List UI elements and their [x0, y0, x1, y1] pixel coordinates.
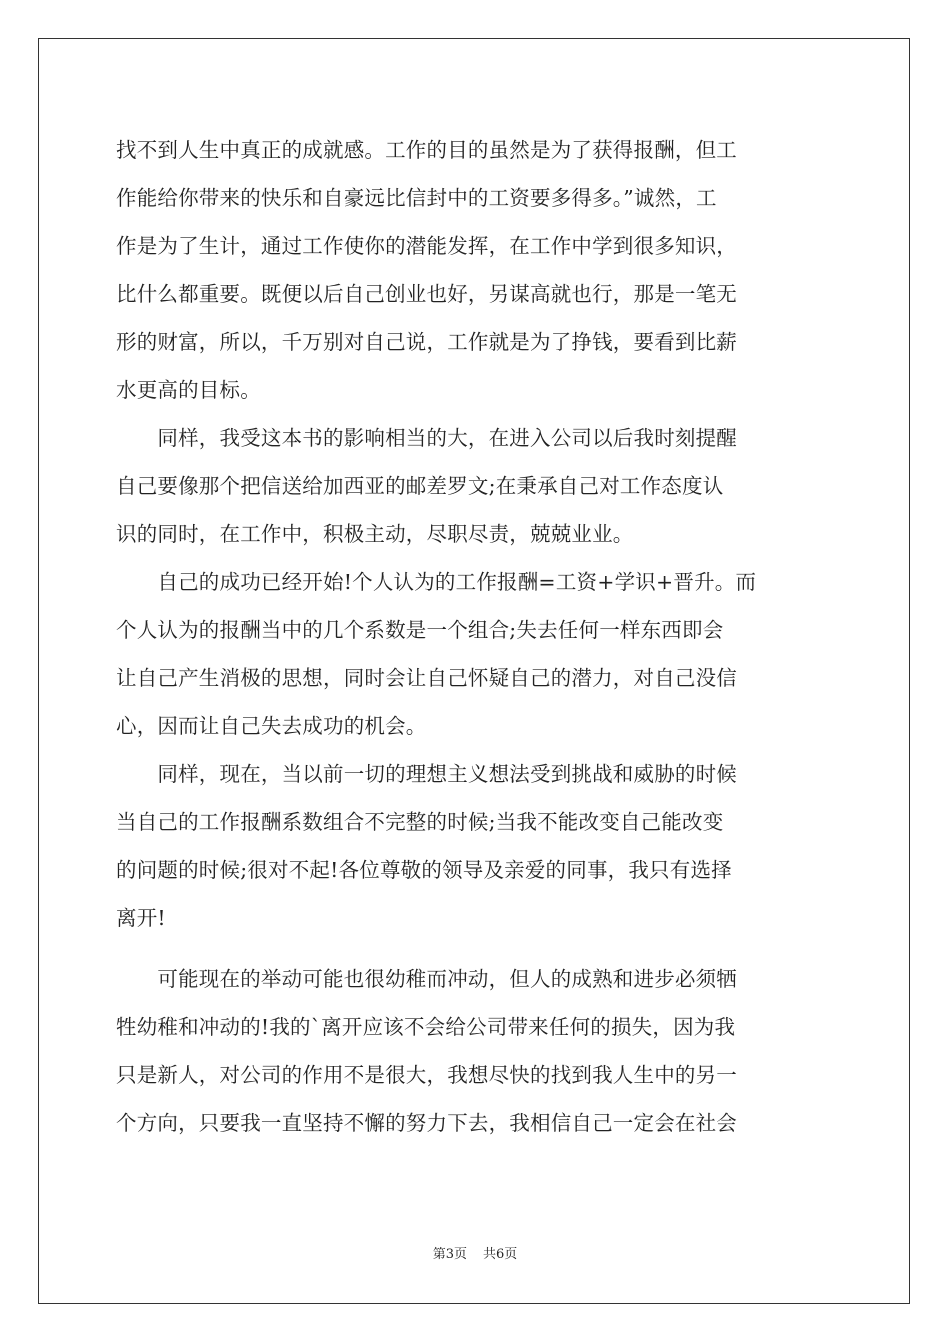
text-line: 同样，现在，当以前一切的理想主义想法受到挑战和威胁的时候	[116, 762, 737, 786]
text-line: 同样，我受这本书的影响相当的大，在进入公司以后我时刻提醒	[116, 426, 737, 450]
text-line: 牲幼稚和冲动的!我的`离开应该不会给公司带来任何的损失，因为我	[116, 1015, 736, 1039]
text-line: 比什么都重要。既便以后自己创业也好，另谋高就也行，那是一笔无	[116, 282, 737, 306]
text-line: 离开!	[116, 906, 166, 930]
paragraph-spacer	[116, 942, 834, 955]
text-line: 找不到人生中真正的成就感。工作的目的虽然是为了获得报酬，但工	[116, 138, 737, 162]
text-line: 自己的成功已经开始!个人认为的工作报酬=工资+学识+晋升。而	[116, 570, 757, 594]
text-line: 心，因而让自己失去成功的机会。	[116, 714, 427, 738]
text-line: 的问题的时候;很对不起!各位尊敬的领导及亲爱的同事，我只有选择	[116, 858, 732, 882]
text-line: 只是新人，对公司的作用不是很大，我想尽快的找到我人生中的另一	[116, 1063, 737, 1087]
page-total: 共6页	[483, 1247, 518, 1262]
text-line: 当自己的工作报酬系数组合不完整的时候;当我不能改变自己能改变	[116, 810, 724, 834]
text-line: 作是为了生计，通过工作使你的潜能发挥，在工作中学到很多知识，	[116, 234, 737, 258]
text-line: 个人认为的报酬当中的几个系数是一个组合;失去任何一样东西即会	[116, 618, 724, 642]
text-line: 可能现在的举动可能也很幼稚而冲动，但人的成熟和进步必须牺	[116, 967, 737, 991]
text-line: 水更高的目标。	[116, 378, 261, 402]
text-line: 个方向，只要我一直坚持不懈的努力下去，我相信自己一定会在社会	[116, 1111, 737, 1135]
document-body	[116, 126, 834, 1147]
text-line: 自己要像那个把信送给加西亚的邮差罗文;在秉承自己对工作态度认	[116, 474, 724, 498]
page-number: 第3页	[432, 1247, 467, 1262]
text-line: 形的财富，所以，千万别对自己说，工作就是为了挣钱，要看到比薪	[116, 330, 737, 354]
page-footer	[0, 1247, 950, 1263]
text-line: 让自己产生消极的思想，同时会让自己怀疑自己的潜力，对自己没信	[116, 666, 737, 690]
text-line: 作能给你带来的快乐和自豪远比信封中的工资要多得多。”诚然，工	[116, 186, 717, 210]
text-line: 识的同时，在工作中，积极主动，尽职尽责，兢兢业业。	[116, 522, 634, 546]
